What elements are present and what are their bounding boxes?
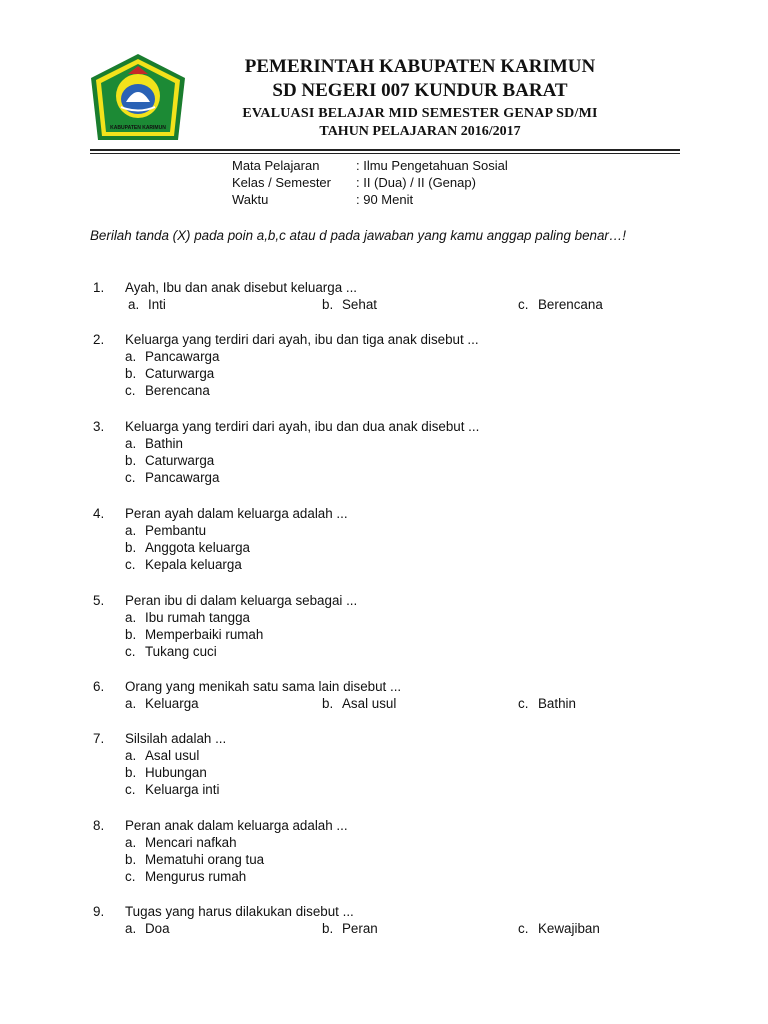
option-a[interactable]: a. Pembantu bbox=[125, 523, 207, 538]
header-divider-thin bbox=[90, 153, 680, 154]
option-b[interactable]: b. Memperbaiki rumah bbox=[125, 627, 264, 642]
instruction-text: Berilah tanda (X) pada poin a,b,c atau d pada jawaban yang kamu anggap paling benar…! bbox=[90, 228, 627, 243]
header-divider bbox=[90, 149, 680, 151]
option-c[interactable]: c. Berencana bbox=[518, 297, 603, 312]
option-a[interactable]: a. Keluarga bbox=[125, 696, 199, 711]
option-a[interactable]: a. Bathin bbox=[125, 436, 183, 451]
option-b[interactable]: b. Peran bbox=[322, 921, 378, 936]
exam-page: KABUPATEN KARIMUN PEMERINTAH KABUPATEN KARIMUN SD NEGERI 007 KUNDUR BARAT EVALUASI BELAJAR MID SEMESTER GENAP SD/MI TAHUN PELAJARAN 2016/2017 Mata Pelajaran : Ilmu Pengetahuan Sosial Kelas / Semester : II (Dua) / II (Genap) Waktu : 90 Menit Berilah tanda (X) pada poin a,b,c atau d pada jawaban yang kamu anggap paling benar…! 1. Ayah, Ibu dan anak disebut keluarga ... a. Inti b. Sehat c. Berencana 2. Keluarga yang terdiri dari ayah, ibu dan tiga anak disebut ... a. Pancawarga b. Caturwarga c. Berencana 3. Keluarga yang terdiri dari ayah, ibu dan dua anak disebut ... a. Bathin b. Caturwarga c. Pancawarga 4. Peran ayah dalam keluarga adalah ... a. Pembantu b. Anggota keluarga c. Kepala keluarga 5. Peran ibu di dalam keluarga sebagai ... a. Ibu rumah tangga b. Memperbaiki rumah c. Tukang cuci 6. Orang yang menikah satu sama lain disebut ... a. Keluarga b. Asal usul c. Bathin 7. Silsilah adalah ... a. Asal usul b. Hubungan c. Keluarga inti 8. Peran anak dalam keluarga adalah ... a. Mencari nafkah b. Mematuhi orang tua c. Mengurus rumah 9. Tugas yang harus dilakukan disebut ... a. Doa b. Peran c. Kewajiban bbox=[0, 0, 768, 1024]
option-b[interactable]: b. Hubungan bbox=[125, 765, 207, 780]
option-c[interactable]: c. Mengurus rumah bbox=[125, 869, 247, 884]
option-a[interactable]: a. Mencari nafkah bbox=[125, 835, 237, 850]
option-a[interactable]: a. Inti bbox=[128, 297, 166, 312]
option-b[interactable]: b. Sehat bbox=[322, 297, 377, 312]
option-a[interactable]: a. Asal usul bbox=[125, 748, 200, 763]
option-c[interactable]: c. Bathin bbox=[518, 696, 576, 711]
header-exam-title: EVALUASI BELAJAR MID SEMESTER GENAP SD/MI bbox=[242, 106, 598, 121]
option-c[interactable]: c. Kewajiban bbox=[518, 921, 600, 936]
option-c[interactable]: c. Tukang cuci bbox=[125, 644, 217, 659]
option-c[interactable]: c. Keluarga inti bbox=[125, 782, 220, 797]
option-b[interactable]: b. Caturwarga bbox=[125, 453, 215, 468]
option-a[interactable]: a. Pancawarga bbox=[125, 349, 220, 364]
svg-text:KABUPATEN KARIMUN: KABUPATEN KARIMUN bbox=[110, 125, 166, 131]
header-government: PEMERINTAH KABUPATEN KARIMUN bbox=[244, 56, 596, 77]
option-a[interactable]: a. Ibu rumah tangga bbox=[125, 610, 250, 625]
option-b[interactable]: b. Caturwarga bbox=[125, 366, 215, 381]
header-academic-year: TAHUN PELAJARAN 2016/2017 bbox=[319, 124, 521, 139]
option-c[interactable]: c. Berencana bbox=[125, 383, 210, 398]
header-school: SD NEGERI 007 KUNDUR BARAT bbox=[272, 80, 568, 101]
karimun-regency-emblem-icon bbox=[88, 52, 188, 148]
option-b[interactable]: b. Mematuhi orang tua bbox=[125, 852, 265, 867]
option-b[interactable]: b. Asal usul bbox=[322, 696, 397, 711]
option-b[interactable]: b. Anggota keluarga bbox=[125, 540, 250, 555]
option-c[interactable]: c. Pancawarga bbox=[125, 470, 220, 485]
option-a[interactable]: a. Doa bbox=[125, 921, 170, 936]
option-c[interactable]: c. Kepala keluarga bbox=[125, 557, 242, 572]
